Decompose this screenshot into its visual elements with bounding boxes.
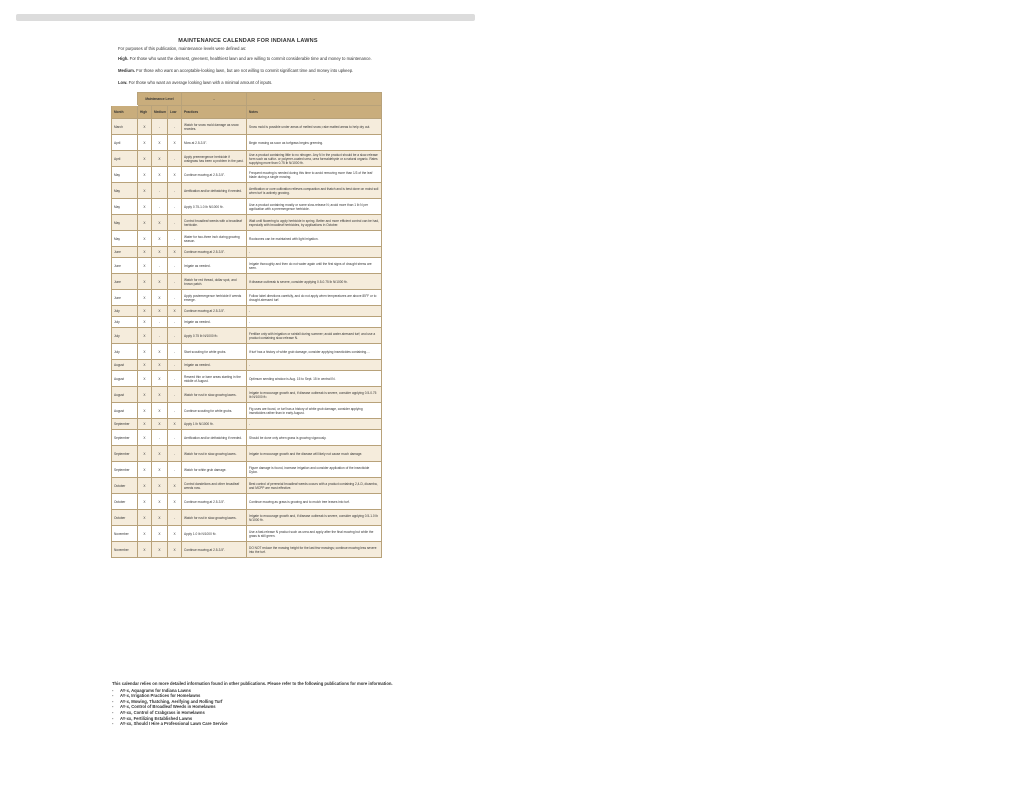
cell-practice: Control dandelions and other broadleaf weeds now. xyxy=(182,478,247,494)
cell-low: - xyxy=(168,215,182,231)
cell-low: - xyxy=(168,328,182,344)
cell-practice: Aerification and/or dethatching if needed. xyxy=(182,430,247,446)
cell-low: - xyxy=(168,387,182,403)
table-row xyxy=(112,247,382,258)
table-row xyxy=(112,446,382,462)
level-high-name: High. xyxy=(118,56,129,61)
cell-high: X xyxy=(138,274,152,290)
cell-high: X xyxy=(138,119,152,135)
table-row xyxy=(112,430,382,446)
cell-medium: X xyxy=(152,419,168,430)
column-header-practices: Practices xyxy=(182,106,247,119)
cell-month: May xyxy=(112,199,138,215)
cell-low: - xyxy=(168,119,182,135)
cell-practice: Watch for snow mold damage as snow recedes. xyxy=(182,119,247,135)
document-title: MAINTENANCE CALENDAR FOR INDIANA LAWNS xyxy=(178,38,318,44)
cell-month: June xyxy=(112,274,138,290)
cell-month: May xyxy=(112,215,138,231)
cell-high: X xyxy=(138,542,152,558)
table-row xyxy=(112,478,382,494)
cell-notes: - xyxy=(247,419,382,430)
cell-high: X xyxy=(138,151,152,167)
cell-high: X xyxy=(138,494,152,510)
cell-notes: - xyxy=(247,360,382,371)
reference-text: AY-xx, Should I Hire a Professional Lawn Care Service xyxy=(120,721,228,727)
cell-low: X xyxy=(168,526,182,542)
cell-month: May xyxy=(112,183,138,199)
cell-notes: Use a product containing little to no nitrogen. Any N in the product should be a slow-release form such as sulfur- or polymer-coated urea, urea formaldehyde or a natural organic. Rates supplying more than 0.75 lb N/1000 ft². xyxy=(247,151,382,167)
cell-medium: X xyxy=(152,290,168,306)
cell-notes: Use a fast-release N product such as urea and apply after the final mowing but while the grass is still green. xyxy=(247,526,382,542)
cell-low: - xyxy=(168,510,182,526)
cell-low: X xyxy=(168,247,182,258)
cell-high: X xyxy=(138,462,152,478)
cell-low: - xyxy=(168,231,182,247)
cell-practice: Start scouting for white grubs. xyxy=(182,344,247,360)
cell-notes: Wait until flowering to apply herbicide in spring. Better and more efficient control can be had, especially with broadleaf herbicides, by applications in October. xyxy=(247,215,382,231)
table-row xyxy=(112,199,382,215)
cell-low: X xyxy=(168,306,182,317)
cell-practice: Watch for white grub damage. xyxy=(182,462,247,478)
cell-high: X xyxy=(138,247,152,258)
table-column-header xyxy=(112,106,382,119)
cell-low: X xyxy=(168,419,182,430)
cell-month: June xyxy=(112,290,138,306)
table-row xyxy=(112,462,382,478)
cell-month: May xyxy=(112,231,138,247)
reference-text: AY-x, Mowing, Thatching, Aerifying and Rolling Turf xyxy=(120,698,223,704)
cell-medium: X xyxy=(152,510,168,526)
cell-practice: Apply 1 lb N/1000 ft². xyxy=(182,419,247,430)
cell-practice: Watch for rust in slow-growing lawns. xyxy=(182,446,247,462)
cell-practice: Apply 0.75 lb N/1000 ft². xyxy=(182,328,247,344)
cell-high: X xyxy=(138,387,152,403)
cell-notes: If disease outbreak is severe, consider applying 0.5-0.75 lb N/1000 ft². xyxy=(247,274,382,290)
cell-low: - xyxy=(168,151,182,167)
column-header-notes: Notes xyxy=(247,106,382,119)
level-medium-name: Medium. xyxy=(118,68,135,73)
cell-month: August xyxy=(112,360,138,371)
group-dash-cell: - xyxy=(247,93,382,106)
cell-practice: Watch for rust in slow-growing lawns. xyxy=(182,387,247,403)
table-row xyxy=(112,317,382,328)
table-row xyxy=(112,494,382,510)
cell-month: November xyxy=(112,542,138,558)
cell-practice: Watch for red thread, dollar spot, and brown patch. xyxy=(182,274,247,290)
cell-medium: X xyxy=(152,371,168,387)
cell-low: - xyxy=(168,258,182,274)
cell-medium: X xyxy=(152,247,168,258)
cell-notes: Continue mowing as grass is growing and to mulch tree leaves into turf. xyxy=(247,494,382,510)
cell-medium: X xyxy=(152,231,168,247)
cell-medium: X xyxy=(152,387,168,403)
cell-practice: Reseed thin or bare areas starting in the middle of August. xyxy=(182,371,247,387)
cell-medium: X xyxy=(152,360,168,371)
cell-low: - xyxy=(168,430,182,446)
cell-notes: Frequent mowing is needed during this time to avoid removing more than 1/3 of the leaf blade during a single mowing. xyxy=(247,167,382,183)
cell-month: November xyxy=(112,526,138,542)
cell-high: X xyxy=(138,526,152,542)
cell-low: - xyxy=(168,360,182,371)
cell-low: - xyxy=(168,274,182,290)
table-row xyxy=(112,306,382,317)
column-header-low: Low xyxy=(168,106,182,119)
cell-notes: Should be done only when grass is growing vigorously. xyxy=(247,430,382,446)
cell-low: X xyxy=(168,135,182,151)
reference-text: AY-xx, Fertilizing Established Lawns xyxy=(120,715,193,721)
cell-month: June xyxy=(112,247,138,258)
bullet-dash: - xyxy=(112,709,114,715)
cell-notes: Irrigate to encourage growth and, if disease outbreak is severe, consider applying 0.5-0.75 lb N/1000 ft². xyxy=(247,387,382,403)
reference-text: AY-x, Irrigation Practices for Homelawns xyxy=(120,693,201,699)
cell-medium: X xyxy=(152,215,168,231)
cell-practice: Water for two-three inch during growing season. xyxy=(182,231,247,247)
cell-practice: Continue mowing at 2.5-3.5". xyxy=(182,494,247,510)
cell-notes: Irrigate to encourage growth and, if disease outbreak is severe, consider applying 0.5-1.0 lb N/1000 ft². xyxy=(247,510,382,526)
cell-high: X xyxy=(138,317,152,328)
cell-medium: - xyxy=(152,328,168,344)
cell-practice: Apply 1.0 lb N/1000 ft². xyxy=(182,526,247,542)
intro-text: For purposes of this publication, maintenance levels were defined as: xyxy=(118,46,247,51)
cell-notes: - xyxy=(247,247,382,258)
cell-high: X xyxy=(138,167,152,183)
table-row xyxy=(112,135,382,151)
cell-notes: - xyxy=(247,306,382,317)
bullet-dash: - xyxy=(112,715,114,721)
cell-practice: Watch for rust in slow-growing lawns. xyxy=(182,510,247,526)
cell-notes: Rootzones can be maintained with light irrigation. xyxy=(247,231,382,247)
table-row xyxy=(112,258,382,274)
table-row xyxy=(112,231,382,247)
column-header-medium: Medium xyxy=(152,106,168,119)
cell-practice: Continue mowing at 2.5-3.5". xyxy=(182,167,247,183)
cell-month: July xyxy=(112,306,138,317)
cell-practice: Control broadleaf weeds with a broadleaf herbicide. xyxy=(182,215,247,231)
cell-medium: X xyxy=(152,167,168,183)
level-medium-text: For those who want an acceptable-looking lawn, but are not willing to commit significant time and money into upkeep. xyxy=(136,68,354,73)
cell-high: X xyxy=(138,430,152,446)
table-group-header xyxy=(112,93,382,106)
cell-month: June xyxy=(112,258,138,274)
group-dash-cell: - xyxy=(182,93,247,106)
cell-low: - xyxy=(168,403,182,419)
cell-high: X xyxy=(138,419,152,430)
cell-medium: X xyxy=(152,344,168,360)
table-row xyxy=(112,419,382,430)
cell-month: March xyxy=(112,119,138,135)
cell-notes: Aerification or core cultivation relieves compaction and thatch and is best done on moist soil when turf is actively growing. xyxy=(247,183,382,199)
cell-medium: - xyxy=(152,183,168,199)
cell-month: August xyxy=(112,403,138,419)
bullet-dash: - xyxy=(112,687,114,693)
column-header-high: High xyxy=(138,106,152,119)
table-row xyxy=(112,542,382,558)
level-medium xyxy=(118,68,388,74)
level-high xyxy=(118,56,388,62)
cell-practice: Apply 0.75-1.0 lb N/1000 ft². xyxy=(182,199,247,215)
table-row xyxy=(112,183,382,199)
table-row xyxy=(112,274,382,290)
table-row xyxy=(112,387,382,403)
cell-medium: X xyxy=(152,403,168,419)
cell-low: X xyxy=(168,542,182,558)
cell-medium: - xyxy=(152,119,168,135)
cell-month: April xyxy=(112,151,138,167)
cell-medium: - xyxy=(152,317,168,328)
cell-practice: Irrigate as needed. xyxy=(182,360,247,371)
cell-notes: Snow mold is possible under areas of melted snow; rake matted areas to help dry out. xyxy=(247,119,382,135)
cell-medium: X xyxy=(152,542,168,558)
cell-medium: X xyxy=(152,494,168,510)
cell-month: September xyxy=(112,446,138,462)
cell-medium: X xyxy=(152,446,168,462)
cell-notes: Use a product containing mostly or some slow-release N; avoid more than 1 lb N per application with a preemergence herbicide. xyxy=(247,199,382,215)
cell-practice: Irrigate as needed. xyxy=(182,258,247,274)
cell-high: X xyxy=(138,290,152,306)
level-low xyxy=(118,80,388,86)
table-row xyxy=(112,167,382,183)
cell-medium: - xyxy=(152,430,168,446)
cell-high: X xyxy=(138,478,152,494)
reference-text: AY-x, Aquagrams for Indiana Lawns xyxy=(120,687,191,693)
cell-month: October xyxy=(112,510,138,526)
cell-notes: Follow label directions carefully, and do not apply when temperatures are above 85°F or to drought-stressed turf. xyxy=(247,290,382,306)
document-page xyxy=(108,30,388,558)
cell-notes: Fig uses are found, or turf has a history of white grub damage, consider applying insecticides rather than in early August. xyxy=(247,403,382,419)
cell-month: April xyxy=(112,135,138,151)
cell-high: X xyxy=(138,199,152,215)
cell-low: - xyxy=(168,290,182,306)
cell-practice: Continue scouting for white grubs. xyxy=(182,403,247,419)
cell-low: - xyxy=(168,462,182,478)
cell-practice: Continue mowing at 2.5-3.5". xyxy=(182,247,247,258)
cell-high: X xyxy=(138,403,152,419)
cell-month: May xyxy=(112,167,138,183)
cell-high: X xyxy=(138,183,152,199)
reference-text: AY-x, Control of Broadleaf Weeds in Homelawns xyxy=(120,704,216,710)
table-row xyxy=(112,360,382,371)
cell-medium: X xyxy=(152,462,168,478)
cell-month: September xyxy=(112,462,138,478)
references-lead: This calendar relies on more detailed information found in other publications. Please refer to the following publications for more information. xyxy=(112,681,393,686)
cell-high: X xyxy=(138,328,152,344)
column-header-month: Month xyxy=(112,106,138,119)
group-blank-cell xyxy=(112,93,138,106)
cell-practice: Irrigate as needed. xyxy=(182,317,247,328)
references-footer xyxy=(112,681,412,727)
table-row xyxy=(112,526,382,542)
table-row xyxy=(112,119,382,135)
cell-high: X xyxy=(138,446,152,462)
cell-notes: Irrigate thoroughly and then do not water again until the first signs of drought stress are seen. xyxy=(247,258,382,274)
cell-practice: Continue mowing at 2.5-3.5". xyxy=(182,542,247,558)
bullet-dash: - xyxy=(112,693,114,699)
cell-low: - xyxy=(168,371,182,387)
cell-high: X xyxy=(138,215,152,231)
table-row xyxy=(112,328,382,344)
cell-high: X xyxy=(138,360,152,371)
top-toolbar-strip xyxy=(16,14,475,21)
cell-month: July xyxy=(112,344,138,360)
table-row xyxy=(112,151,382,167)
cell-high: X xyxy=(138,231,152,247)
cell-medium: - xyxy=(152,258,168,274)
cell-notes: Fertilize only with irrigation or rainfall during summer; avoid water-stressed turf; and use a product containing slow-release N. xyxy=(247,328,382,344)
cell-practice: Apply postemergence herbicide if weeds emerge. xyxy=(182,290,247,306)
table-row xyxy=(112,344,382,360)
cell-high: X xyxy=(138,135,152,151)
cell-high: X xyxy=(138,306,152,317)
cell-month: October xyxy=(112,478,138,494)
table-row xyxy=(112,371,382,387)
group-maintenance-level: Maintenance Level xyxy=(138,93,182,106)
cell-month: July xyxy=(112,317,138,328)
level-high-text: For those who want the densest, greenest, healthiest lawn and are willing to commit considerable time and money to maintenance. xyxy=(129,56,372,61)
reference-text: AY-xx, Control of Crabgrass in Homelawns xyxy=(120,709,205,715)
cell-low: - xyxy=(168,183,182,199)
cell-practice: Aerification and/or dethatching if needed. xyxy=(182,183,247,199)
cell-low: - xyxy=(168,344,182,360)
cell-practice: Continue mowing at 2.5-3.5". xyxy=(182,306,247,317)
cell-notes: If turf has a history of white grub damage, consider applying insecticides containing.... xyxy=(247,344,382,360)
cell-high: X xyxy=(138,510,152,526)
table-body xyxy=(112,119,382,558)
level-low-name: Low. xyxy=(118,80,128,85)
table-row xyxy=(112,215,382,231)
cell-low: X xyxy=(168,494,182,510)
cell-low: X xyxy=(168,167,182,183)
cell-low: - xyxy=(168,199,182,215)
cell-high: X xyxy=(138,344,152,360)
bullet-dash: - xyxy=(112,698,114,704)
cell-practice: Apply preemergence herbicide if crabgrass has been a problem in the past. xyxy=(182,151,247,167)
table-row xyxy=(112,290,382,306)
level-low-text: For those who want an average looking lawn with a minimal amount of inputs. xyxy=(128,80,273,85)
cell-month: August xyxy=(112,387,138,403)
cell-notes: - xyxy=(247,317,382,328)
cell-low: - xyxy=(168,446,182,462)
cell-notes: Figure damage is found, increase irrigation and consider application of the insecticide Dylox. xyxy=(247,462,382,478)
cell-month: October xyxy=(112,494,138,510)
cell-month: September xyxy=(112,430,138,446)
cell-notes: Irrigate to encourage growth and the disease will likely not cause much damage. xyxy=(247,446,382,462)
bullet-dash: - xyxy=(112,704,114,710)
cell-month: August xyxy=(112,371,138,387)
cell-high: X xyxy=(138,371,152,387)
references-list xyxy=(112,688,412,727)
table-row xyxy=(112,403,382,419)
reference-item xyxy=(112,721,412,727)
cell-notes: Begin mowing as soon as turfgrass begins greening. xyxy=(247,135,382,151)
maintenance-calendar-table xyxy=(111,92,382,558)
cell-medium: - xyxy=(152,199,168,215)
cell-medium: X xyxy=(152,135,168,151)
table-row xyxy=(112,510,382,526)
cell-low: X xyxy=(168,478,182,494)
cell-medium: X xyxy=(152,274,168,290)
cell-month: July xyxy=(112,328,138,344)
cell-medium: X xyxy=(152,151,168,167)
cell-medium: X xyxy=(152,526,168,542)
cell-practice: Mow at 2.5-3.5". xyxy=(182,135,247,151)
cell-notes: Best control of perennial broadleaf weeds occurs with a product containing 2,4-D, dicamba, and MCPP are most effective. xyxy=(247,478,382,494)
cell-notes: DO NOT reduce the mowing height for the last few mowings; continue mowing less severe into the turf. xyxy=(247,542,382,558)
bullet-dash: - xyxy=(112,721,114,727)
cell-medium: X xyxy=(152,478,168,494)
cell-medium: X xyxy=(152,306,168,317)
cell-month: September xyxy=(112,419,138,430)
cell-high: X xyxy=(138,258,152,274)
cell-low: - xyxy=(168,317,182,328)
cell-notes: Optimum seeding window is Aug. 15 to Sept. 15 in central IN. xyxy=(247,371,382,387)
